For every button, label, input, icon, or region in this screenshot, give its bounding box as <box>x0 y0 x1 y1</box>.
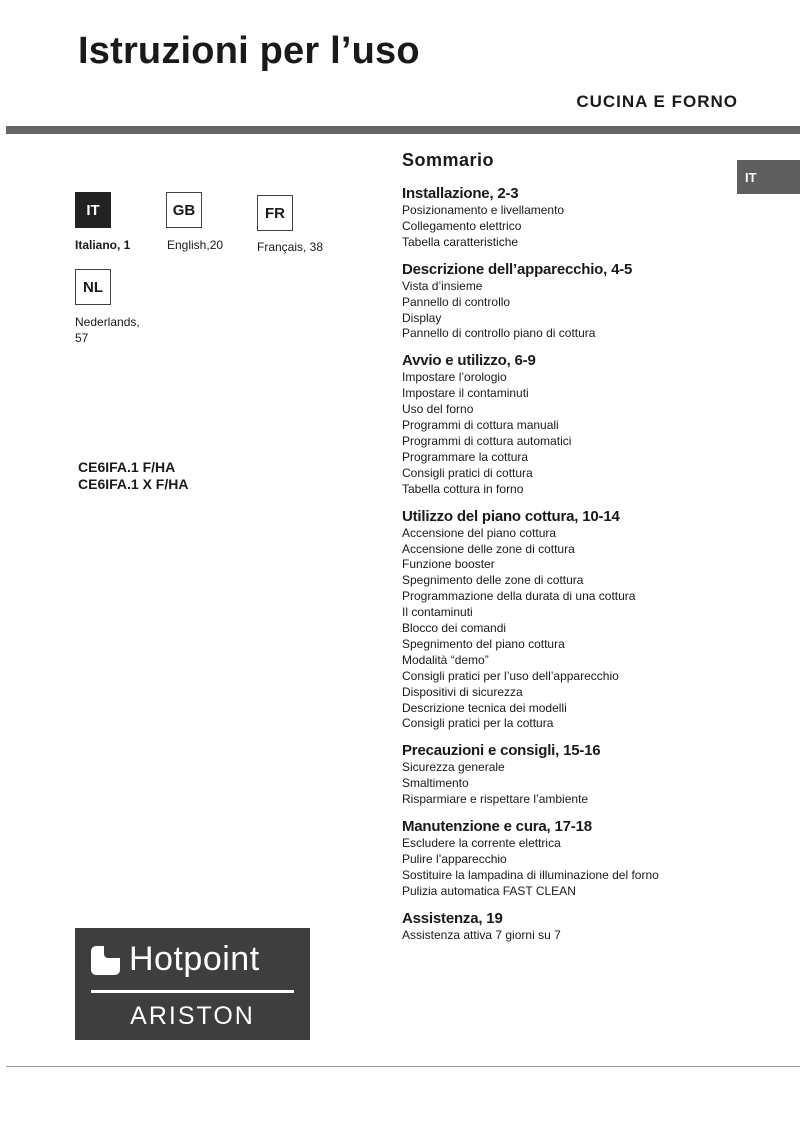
toc-item[interactable]: Consigli pratici di cottura <box>402 465 533 480</box>
toc-section <box>402 185 732 251</box>
toc-section <box>402 508 732 733</box>
lang-fr-box[interactable]: FR <box>257 195 293 231</box>
toc-item[interactable]: Programmare la cottura <box>402 449 529 464</box>
toc-item-list <box>402 370 732 497</box>
toc-item[interactable]: Assistenza attiva 7 giorni su 7 <box>402 927 561 942</box>
toc-item[interactable]: Spegnimento del piano cottura <box>402 636 565 651</box>
toc-item[interactable]: Dispositivi di sicurezza <box>402 684 523 699</box>
toc-section <box>402 910 732 944</box>
toc-item[interactable]: Pannello di controllo <box>402 294 511 309</box>
model-code: CE6IFA.1 F/HA <box>78 459 176 475</box>
toc-item-list <box>402 279 732 343</box>
logo-divider <box>91 990 294 993</box>
lang-gb-box[interactable]: GB <box>166 192 202 228</box>
toc-title: Sommario <box>402 150 495 170</box>
toc-item-list <box>402 836 732 900</box>
toc-item-list <box>402 526 732 733</box>
toc-item[interactable]: Programmi di cottura automatici <box>402 433 572 448</box>
toc-item-list <box>402 928 732 944</box>
toc-item[interactable]: Vista d’insieme <box>402 278 483 293</box>
toc-item[interactable]: Il contaminuti <box>402 605 473 620</box>
toc-item[interactable]: Accensione delle zone di cottura <box>402 541 575 556</box>
toc-item[interactable]: Sicurezza generale <box>402 760 505 775</box>
lang-fr-label: Français, 38 <box>257 240 324 254</box>
toc-item[interactable]: Collegamento elettrico <box>402 218 522 233</box>
toc-item[interactable]: Tabella cottura in forno <box>402 481 524 496</box>
toc-item-list <box>402 203 732 251</box>
toc-item[interactable]: Descrizione tecnica dei modelli <box>402 700 567 715</box>
lang-gb-label: English,20 <box>167 238 224 252</box>
toc-item[interactable]: Consigli pratici per la cottura <box>402 716 554 731</box>
toc-item[interactable]: Smaltimento <box>402 776 469 791</box>
toc-item[interactable]: Sostituire la lampadina di illuminazione del forno <box>402 867 659 882</box>
toc-section-heading[interactable]: Descrizione dell’apparecchio, 4-5 <box>402 260 633 278</box>
table-of-contents <box>402 150 732 954</box>
toc-section-heading[interactable]: Manutenzione e cura, 17-18 <box>402 818 592 836</box>
lang-it-box[interactable]: IT <box>75 192 111 228</box>
lang-it-label: Italiano, 1 <box>75 238 131 252</box>
toc-item[interactable]: Display <box>402 310 442 325</box>
toc-item[interactable]: Escludere la corrente elettrica <box>402 836 561 851</box>
toc-item[interactable]: Posizionamento e livellamento <box>402 203 565 217</box>
brand-name: Hotpoint <box>129 940 260 978</box>
toc-section-heading[interactable]: Utilizzo del piano cottura, 10-14 <box>402 507 620 525</box>
toc-item[interactable]: Pannello di controllo piano di cottura <box>402 326 596 341</box>
toc-item[interactable]: Tabella caratteristiche <box>402 234 519 249</box>
toc-item[interactable]: Accensione del piano cottura <box>402 525 557 540</box>
model-code: CE6IFA.1 X F/HA <box>78 476 189 492</box>
toc-section <box>402 742 732 808</box>
toc-item[interactable]: Impostare l’orologio <box>402 370 507 385</box>
bottom-divider <box>6 1066 800 1067</box>
toc-section-heading[interactable]: Assistenza, 19 <box>402 909 503 927</box>
toc-item[interactable]: Impostare il contaminuti <box>402 386 529 401</box>
page-title: Istruzioni per l’uso <box>78 30 420 72</box>
product-category: CUCINA E FORNO <box>576 92 738 111</box>
lang-nl-label-line1: Nederlands, <box>75 315 140 329</box>
toc-section-heading[interactable]: Avvio e utilizzo, 6-9 <box>402 352 536 370</box>
toc-item[interactable]: Funzione booster <box>402 557 495 572</box>
lang-nl-label-line2: 57 <box>75 331 89 345</box>
toc-item[interactable]: Risparmiare e rispettare l’ambiente <box>402 792 589 807</box>
lang-nl-box[interactable]: NL <box>75 269 111 305</box>
hotpoint-mark-icon <box>91 946 120 975</box>
toc-item[interactable]: Pulizia automatica FAST CLEAN <box>402 883 576 898</box>
toc-section <box>402 261 732 343</box>
toc-item[interactable]: Blocco dei comandi <box>402 621 507 636</box>
top-divider <box>6 126 800 134</box>
toc-item[interactable]: Uso del forno <box>402 402 474 417</box>
toc-section-heading[interactable]: Precauzioni e consigli, 15-16 <box>402 742 601 760</box>
language-side-tab: IT <box>737 160 800 194</box>
toc-item[interactable]: Modalità “demo” <box>402 652 489 667</box>
toc-item[interactable]: Spegnimento delle zone di cottura <box>402 573 584 588</box>
toc-section <box>402 352 732 497</box>
brand-logo <box>75 928 310 1040</box>
toc-item[interactable]: Programmazione della durata di una cottura <box>402 589 636 604</box>
toc-sections <box>402 185 732 944</box>
brand-sub: ARISTON <box>130 1002 255 1030</box>
toc-section <box>402 818 732 900</box>
toc-item[interactable]: Programmi di cottura manuali <box>402 418 559 433</box>
toc-item[interactable]: Pulire l’apparecchio <box>402 852 507 866</box>
toc-item[interactable]: Consigli pratici per l’uso dell’apparecchio <box>402 668 619 683</box>
toc-section-heading[interactable]: Installazione, 2-3 <box>402 185 519 202</box>
toc-item-list <box>402 760 732 808</box>
